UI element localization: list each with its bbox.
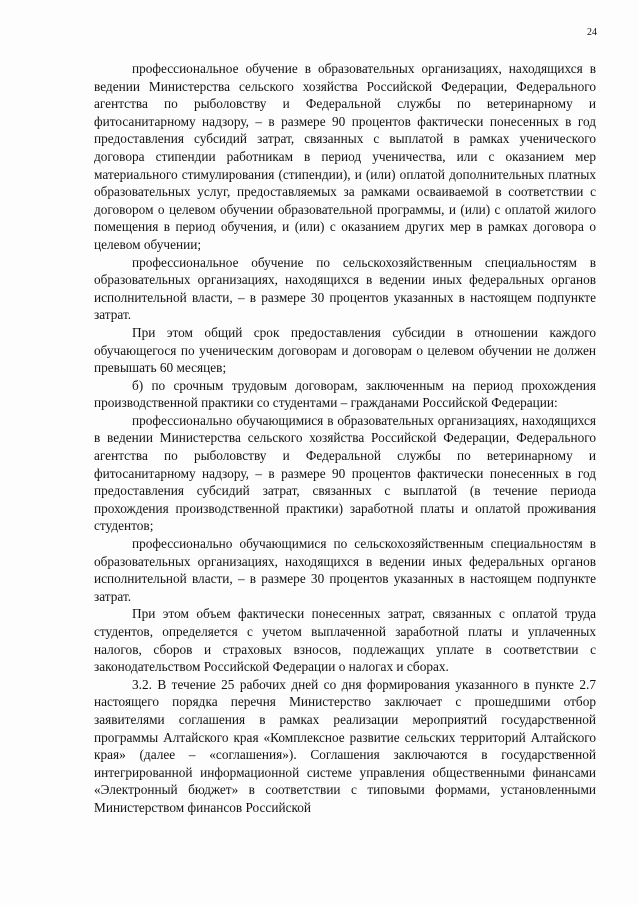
paragraph: профессионально обучающимися в образовательных организациях, находящихся в ведении Министерства сельского хозяйства Российской Федерации, Федерального агентства по рыболовству и Федеральной службы по ветеринарному и фитосанитарному надзору, – в размере 90 процентов фактически понесенных в год предоставления субсидий затрат, связанных с выплатой (в течение периода прохождения производственной практики) заработной платы и оплатой проживания студентов; <box>94 412 596 534</box>
paragraph: При этом объем фактически понесенных затрат, связанных с оплатой труда студентов, определяется с учетом выплаченной заработной платы и уплаченных налогов, сборов и страховых взносов, подлежащих уплате в соответствии с законодательством Российской Федерации о налогах и сборах. <box>94 606 596 675</box>
paragraph: б) по срочным трудовым договорам, заключенным на период прохождения производственной практики со студентами – гражданами Российской Федерации: <box>94 377 596 411</box>
paragraph: профессиональное обучение в образовательных организациях, находящихся в ведении Министерства сельского хозяйства Российской Федерации, Федерального агентства по рыболовству и Федеральной службы по ветеринарному и фитосанитарному надзору, – в размере 90 процентов фактически понесенных в год предоставления субсидий затрат, связанных с выплатой в рамках ученического договора стипендии работникам в период ученичества, или с оказанием мер материального стимулирования (стипендии), и (или) оплатой дополнительных платных образовательных услуг, предоставляемых за рамками осваиваемой в соответствии с договором о целевом обучении образовательной программы, и (или) с оплатой жилого помещения в период обучения, и (или) с оказанием других мер в рамках договора о целевом обучении; <box>94 61 596 252</box>
page-number: 24 <box>587 27 597 38</box>
paragraph: профессионально обучающимися по сельскохозяйственным специальностям в образовательных организациях, находящихся в ведении иных федеральных органов исполнительной власти, – в размере 30 процентов указанных в настоящем подпункте затрат. <box>94 536 596 604</box>
paragraph: При этом общий срок предоставления субсидии в отношении каждого обучающегося по ученическим договорам и договорам о целевом обучении не должен превышать 60 месяцев; <box>94 324 596 376</box>
paragraph: профессиональное обучение по сельскохозяйственным специальностям в образовательных организациях, находящихся в ведении иных федеральных органов исполнительной власти, – в размере 30 процентов указанных в настоящем подпункте затрат. <box>94 254 596 323</box>
paragraph: 3.2. В течение 25 рабочих дней со дня формирования указанного в пункте 2.7 настоящего порядка перечня Министерство заключает с прошедшими отбор заявителями соглашения в рамках реализации мероприятий государственной программы Алтайского края «Комплексное развитие сельских территорий Алтайского края» (далее – «соглашения»). Соглашения заключаются в государственной интегрированной информационной системе управления общественными финансами «Электронный бюджет» в соответствии с типовыми формами, установленными Министерством финансов Российской <box>94 676 596 815</box>
page-content <box>94 60 596 817</box>
